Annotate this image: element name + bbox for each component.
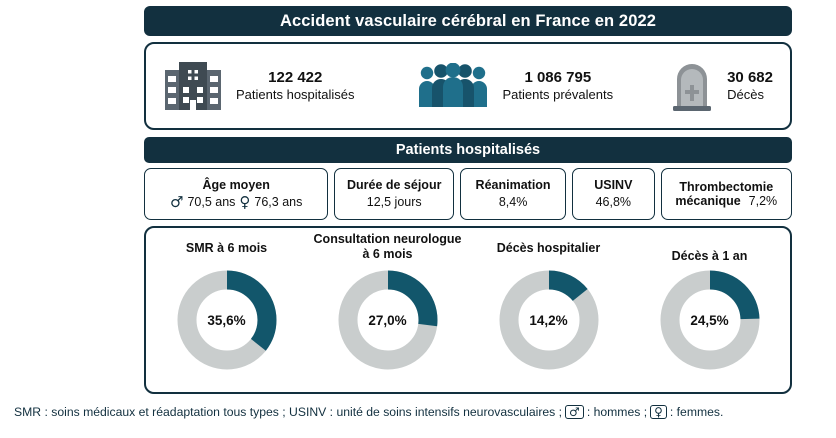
donut-smr-6-mois-value: 35,6% [207,312,246,328]
stat-thrombectomie-value: 7,2% [748,194,778,208]
donut-consultation-neurologue-chart [334,266,442,374]
donut-smr-6-mois [152,232,302,374]
donut-deces-hospitalier [474,232,624,374]
section-title: Patients hospitalisés [395,142,541,158]
kpi-hospitalises-label: Patients hospitalisés [236,87,355,103]
footnote-part2: : hommes ; [586,405,648,419]
kpi-deces-label: Décès [727,87,764,103]
donut-deces-hospitalier-caption: Décès hospitalier [496,240,601,255]
donut-consultation-neurologue [313,232,463,374]
donut-deces-1-an-value: 24,5% [690,312,729,328]
kpi-hospitalises-value: 122 422 [268,68,323,86]
kpi-deces-value: 30 682 [727,68,773,86]
male-symbol-icon-legend: ♂ [565,405,584,419]
main-title-bar [144,6,792,36]
stat-duree-sejour [334,168,454,220]
stat-age-moyen-title: Âge moyen [202,178,270,193]
hospital-icon [164,60,222,112]
gravestone-icon [671,61,713,111]
stat-usinv-title: USINV [594,178,633,193]
donut-deces-1-an-caption: Décès à 1 an [671,249,748,263]
donut-smr-6-mois-chart [173,266,281,374]
footnote-part3: : femmes. [669,405,724,419]
stat-thrombectomie [661,168,792,220]
page-title: Accident vasculaire cérébral en France en 2022 [279,11,657,30]
kpi-prevalents-value: 1 086 795 [524,68,592,86]
kpi-hospitalises [164,60,355,112]
donut-consultation-neurologue-value: 27,0% [368,312,407,328]
donut-deces-hospitalier-chart [495,266,603,374]
stat-age-moyen-male: 70,5 ans [187,194,236,209]
kpi-deces [671,61,773,111]
stat-age-moyen-female: 76,3 ans [254,194,303,209]
stat-thrombectomie-title2: mécanique [675,194,741,208]
stat-thrombectomie-line2 [675,194,777,208]
stat-reanimation-title: Réanimation [475,178,551,193]
stats-row [144,168,792,220]
donut-deces-1-an [635,232,785,374]
stat-duree-sejour-value: 12,5 jours [366,194,422,209]
stat-age-moyen-value [169,192,303,211]
female-symbol-icon-legend: ♀ [650,405,667,419]
stat-reanimation-value: 8,4% [498,194,528,209]
donut-deces-hospitalier-value: 14,2% [529,312,568,328]
donut-panel [144,226,792,394]
donut-deces-1-an-chart [656,266,764,374]
female-symbol-icon: ♀ [239,192,251,211]
kpi-hospitalises-text [236,69,355,104]
footnote-part1: SMR : soins médicaux et réadaptation tous types ; USINV : unité de soins intensifs neurovasculaires ; [14,405,563,419]
kpi-prevalents [417,63,614,109]
stat-reanimation [460,168,566,220]
stat-usinv [572,168,654,220]
kpi-panel [144,42,792,130]
stat-age-moyen [144,168,328,220]
donut-smr-6-mois-caption: SMR à 6 mois [185,240,268,255]
stat-thrombectomie-title: Thrombectomie [679,179,774,194]
stat-duree-sejour-title: Durée de séjour [346,178,442,193]
footnote [14,405,824,419]
kpi-deces-text [727,69,773,104]
people-group-icon [417,63,489,109]
section-bar-hospitalises [144,137,792,163]
donut-consultation-neurologue-caption: Consultation neurologue à 6 mois [313,232,462,261]
kpi-prevalents-label: Patients prévalents [502,87,614,103]
male-symbol-icon: ♂ [169,192,184,211]
kpi-prevalents-text [503,69,614,104]
stat-usinv-value: 46,8% [595,194,632,209]
